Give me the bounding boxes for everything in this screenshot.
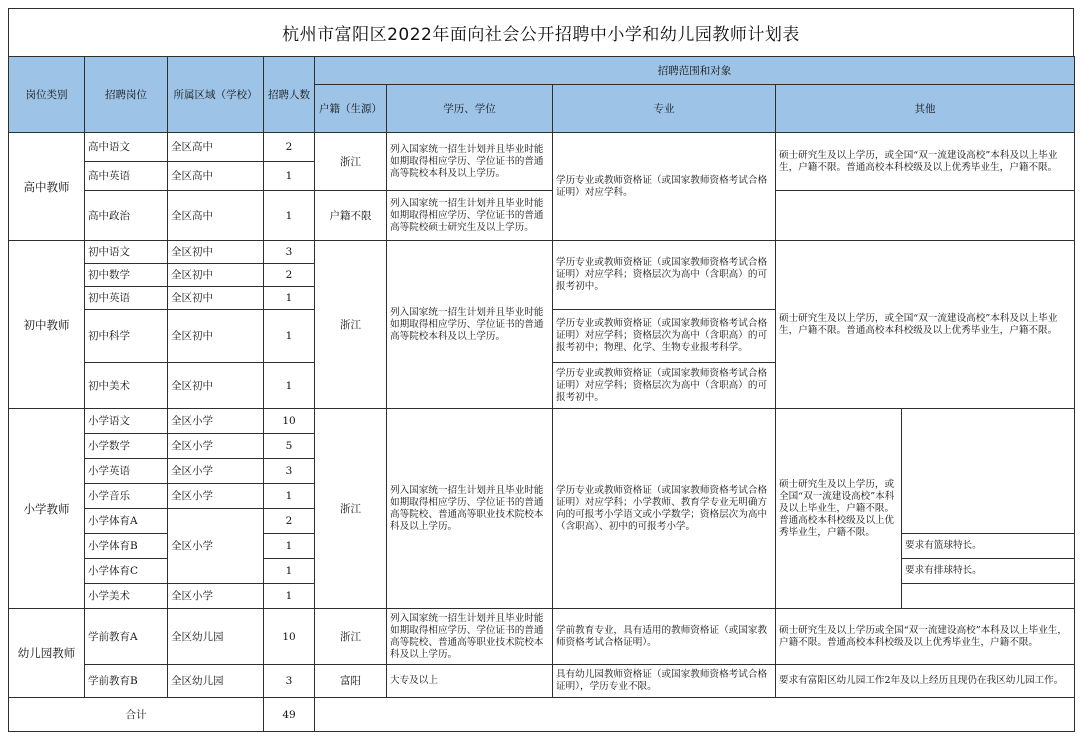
other-cell: 硕士研究生及以上学历，或全国“双一流建设高校”本科及以上毕业生，户籍不限。普通高校本科校级及以上优秀毕业生，户籍不限。 <box>776 241 1075 409</box>
major-cell: 学历专业或教师资格证（或国家教师资格考试合格证明）对应学科。 <box>553 133 776 241</box>
note-cell-empty <box>902 584 1075 609</box>
area-cell: 全区小学 <box>168 584 264 609</box>
category-cell: 幼儿园教师 <box>9 609 85 698</box>
post-cell: 小学体育B <box>85 534 168 559</box>
post-cell: 初中科学 <box>85 310 168 363</box>
count-cell: 1 <box>264 584 315 609</box>
area-cell: 全区小学 <box>168 484 264 509</box>
area-cell: 全区小学 <box>168 459 264 484</box>
huji-cell: 富阳 <box>315 665 387 698</box>
count-cell: 1 <box>264 534 315 559</box>
area-cell: 全区初中 <box>168 241 264 264</box>
area-cell: 全区高中 <box>168 162 264 191</box>
area-cell: 全区高中 <box>168 191 264 241</box>
empty-cell <box>776 191 1075 241</box>
post-cell: 小学英语 <box>85 459 168 484</box>
count-cell: 1 <box>264 484 315 509</box>
huji-cell: 户籍不限 <box>315 191 387 241</box>
post-cell: 初中美术 <box>85 363 168 409</box>
post-cell: 初中英语 <box>85 287 168 310</box>
post-cell: 高中语文 <box>85 133 168 162</box>
post-cell: 小学数学 <box>85 434 168 459</box>
post-cell: 高中英语 <box>85 162 168 191</box>
post-cell: 小学美术 <box>85 584 168 609</box>
area-cell: 全区初中 <box>168 310 264 363</box>
post-cell: 小学语文 <box>85 409 168 434</box>
area-cell: 全区小学 <box>168 409 264 434</box>
post-cell: 高中政治 <box>85 191 168 241</box>
major-cell: 学历专业或教师资格证（或国家教师资格考试合格证明）对应学科；资格层次为高中（含职高）的可报考初中。 <box>553 241 776 310</box>
major-cell: 学历专业或教师资格证（或国家教师资格考试合格证明）对应学科；小学教师、教育学专业无明确方向的可报考小学语文或小学数学；资格层次为高中（含职高）、初中的可报考小学。 <box>553 409 776 609</box>
count-cell: 1 <box>264 191 315 241</box>
note-cell: 要求有篮球特长。 <box>902 534 1075 559</box>
total-empty-cell <box>315 698 1075 732</box>
count-cell: 2 <box>264 509 315 534</box>
huji-cell: 浙江 <box>315 609 387 665</box>
category-cell: 高中教师 <box>9 133 85 241</box>
huji-cell: 浙江 <box>315 241 387 409</box>
header-education: 学历、学位 <box>387 85 553 133</box>
post-cell: 初中数学 <box>85 264 168 287</box>
count-cell: 3 <box>264 241 315 264</box>
major-cell: 学历专业或教师资格证（或国家教师资格考试合格证明）对应学科；资格层次为高中（含职高）的可报考初中。 <box>553 363 776 409</box>
area-cell: 全区初中 <box>168 363 264 409</box>
count-cell: 10 <box>264 609 315 665</box>
count-cell: 2 <box>264 264 315 287</box>
education-cell: 列入国家统一招生计划并且毕业时能如期取得相应学历、学位证书的普通高等院校本科及以上学历。 <box>387 133 553 191</box>
other-cell: 硕士研究生及以上学历，或全国“双一流建设高校”本科及以上毕业生，户籍不限。普通高校本科校级及以上优秀毕业生，户籍不限。 <box>776 409 902 609</box>
count-cell: 1 <box>264 287 315 310</box>
major-cell: 学历专业或教师资格证（或国家教师资格考试合格证明）对应学科；资格层次为高中（含职高）的可报考初中；物理、化学、生物专业报考科学。 <box>553 310 776 363</box>
header-other: 其他 <box>776 85 1075 133</box>
count-cell: 3 <box>264 665 315 698</box>
count-cell: 1 <box>264 162 315 191</box>
count-cell: 1 <box>264 363 315 409</box>
area-cell: 全区高中 <box>168 133 264 162</box>
area-cell: 全区幼儿园 <box>168 665 264 698</box>
other-cell: 硕士研究生及以上学历，或全国“双一流建设高校”本科及以上毕业生，户籍不限。普通高校本科校级及以上优秀毕业生，户籍不限。 <box>776 133 1075 191</box>
area-cell: 全区初中 <box>168 264 264 287</box>
header-scope: 招聘范围和对象 <box>315 57 1075 85</box>
header-major: 专业 <box>553 85 776 133</box>
post-cell: 学前教育B <box>85 665 168 698</box>
category-cell: 小学教师 <box>9 409 85 609</box>
total-value: 49 <box>264 698 315 732</box>
count-cell: 5 <box>264 434 315 459</box>
area-cell: 全区幼儿园 <box>168 609 264 665</box>
huji-cell: 浙江 <box>315 409 387 609</box>
header-count: 招聘人数 <box>264 57 315 133</box>
total-label: 合计 <box>9 698 264 732</box>
header-area: 所属区域（学校） <box>168 57 264 133</box>
major-cell: 具有幼儿园教师资格证（或国家教师资格考试合格证明），学历专业不限。 <box>553 665 776 698</box>
post-cell: 学前教育A <box>85 609 168 665</box>
post-cell: 初中语文 <box>85 241 168 264</box>
other-cell: 硕士研究生及以上学历或全国“双一流建设高校”本科及以上毕业生，户籍不限。普通高校本科校级及以上优秀毕业生，户籍不限。 <box>776 609 1075 665</box>
education-cell: 列入国家统一招生计划并且毕业时能如期取得相应学历、学位证书的普通高等院校本科及以上学历。 <box>387 241 553 409</box>
note-cell-empty <box>902 409 1075 534</box>
count-cell: 1 <box>264 310 315 363</box>
other-cell: 要求有富阳区幼儿园工作2年及以上经历且现仍在我区幼儿园工作。 <box>776 665 1075 698</box>
recruitment-plan-table <box>8 56 1075 732</box>
education-cell: 列入国家统一招生计划并且毕业时能如期取得相应学历、学位证书的普通高等院校、普通高等职业技术院校本科及以上学历。 <box>387 609 553 665</box>
post-cell: 小学体育C <box>85 559 168 584</box>
category-cell: 初中教师 <box>9 241 85 409</box>
note-cell: 要求有排球特长。 <box>902 559 1075 584</box>
education-cell: 大专及以上 <box>387 665 553 698</box>
major-cell: 学前教育专业，具有适用的教师资格证（或国家教师资格考试合格证明）。 <box>553 609 776 665</box>
page-title: 杭州市富阳区2022年面向社会公开招聘中小学和幼儿园教师计划表 <box>8 8 1074 56</box>
count-cell: 1 <box>264 559 315 584</box>
header-huji: 户籍（生源） <box>315 85 387 133</box>
education-cell: 列入国家统一招生计划并且毕业时能如期取得相应学历、学位证书的普通高等院校、普通高等职业技术院校本科及以上学历。 <box>387 409 553 609</box>
count-cell: 2 <box>264 133 315 162</box>
count-cell: 3 <box>264 459 315 484</box>
count-cell: 10 <box>264 409 315 434</box>
header-category: 岗位类别 <box>9 57 85 133</box>
area-cell: 全区初中 <box>168 287 264 310</box>
post-cell: 小学体育A <box>85 509 168 534</box>
header-post: 招聘岗位 <box>85 57 168 133</box>
post-cell: 小学音乐 <box>85 484 168 509</box>
huji-cell: 浙江 <box>315 133 387 191</box>
area-cell: 全区小学 <box>168 509 264 584</box>
education-cell: 列入国家统一招生计划并且毕业时能如期取得相应学历、学位证书的普通高等院校硕士研究生及以上学历。 <box>387 191 553 241</box>
area-cell: 全区小学 <box>168 434 264 459</box>
